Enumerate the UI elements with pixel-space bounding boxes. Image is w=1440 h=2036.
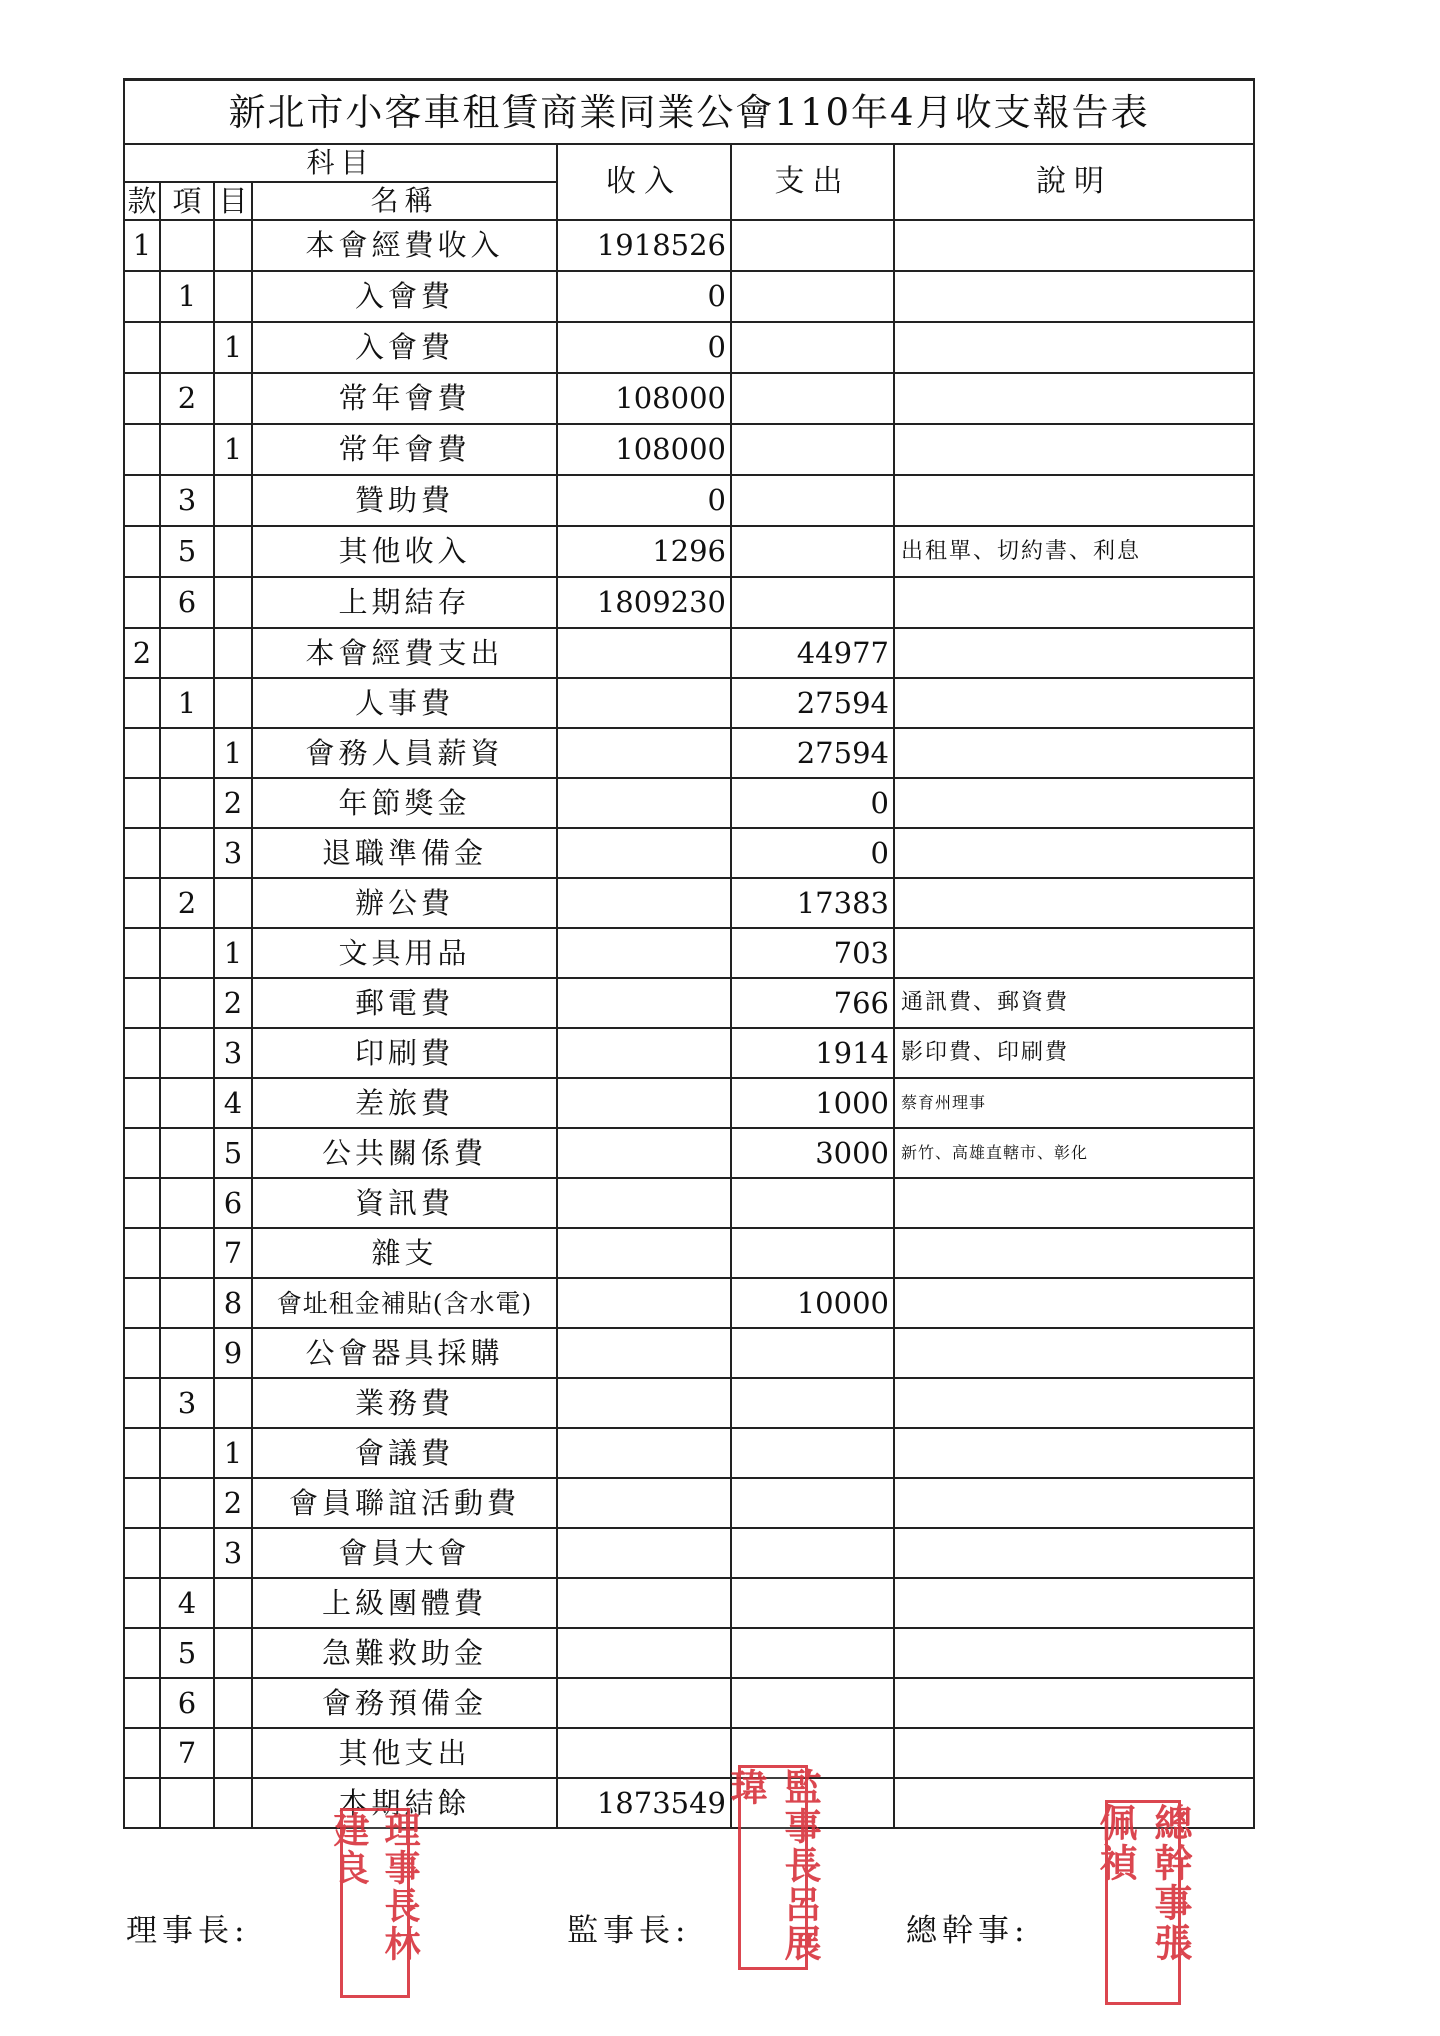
expense-cell (731, 424, 894, 475)
table-row (124, 1278, 1254, 1328)
expense-cell: 3000 (731, 1128, 894, 1178)
table-row (124, 424, 1254, 475)
mu-cell: 3 (214, 1028, 252, 1078)
note-cell (894, 1478, 1254, 1528)
income-cell: 0 (557, 322, 731, 373)
kuan-header: 款 (124, 182, 160, 220)
name-cell: 本會經費支出 (252, 628, 557, 678)
xiang-cell (160, 1478, 214, 1528)
mu-cell: 2 (214, 1478, 252, 1528)
table-row (124, 1028, 1254, 1078)
note-cell (894, 1778, 1254, 1828)
kuan-cell (124, 322, 160, 373)
mu-cell (214, 1678, 252, 1728)
income-cell: 1296 (557, 526, 731, 577)
xiang-cell (160, 1078, 214, 1128)
name-cell: 入會費 (252, 322, 557, 373)
xiang-cell: 3 (160, 1378, 214, 1428)
kuan-cell (124, 1678, 160, 1728)
xiang-cell (160, 928, 214, 978)
name-cell: 業務費 (252, 1378, 557, 1428)
name-cell: 郵電費 (252, 978, 557, 1028)
income-cell (557, 1578, 731, 1628)
xiang-cell (160, 220, 214, 271)
expense-cell: 17383 (731, 878, 894, 928)
income-cell (557, 1228, 731, 1278)
name-header: 名稱 (252, 182, 557, 220)
xiang-cell (160, 1778, 214, 1828)
name-cell: 辦公費 (252, 878, 557, 928)
name-cell: 雜支 (252, 1228, 557, 1278)
expense-cell: 1000 (731, 1078, 894, 1128)
expense-cell (731, 1428, 894, 1478)
kuan-cell (124, 1378, 160, 1428)
kuan-cell (124, 1428, 160, 1478)
note-cell (894, 1178, 1254, 1228)
kuan-cell (124, 1778, 160, 1828)
table-row (124, 322, 1254, 373)
income-cell (557, 1478, 731, 1528)
expense-cell (731, 475, 894, 526)
kuan-cell (124, 1078, 160, 1128)
note-cell: 出租單、切約書、利息 (894, 526, 1254, 577)
mu-cell (214, 220, 252, 271)
note-cell: 新竹、高雄直轄市、彰化 (894, 1128, 1254, 1178)
xiang-header: 項 (160, 182, 214, 220)
note-cell (894, 878, 1254, 928)
xiang-cell (160, 778, 214, 828)
income-cell (557, 828, 731, 878)
note-cell (894, 1628, 1254, 1678)
xiang-cell: 7 (160, 1728, 214, 1778)
secretary-seal-text: 總幹事張佩禎 (1093, 1803, 1193, 1963)
table-row (124, 1178, 1254, 1228)
expense-cell (731, 526, 894, 577)
note-cell (894, 728, 1254, 778)
note-cell (894, 1228, 1254, 1278)
expense-cell: 0 (731, 828, 894, 878)
name-cell: 會員聯誼活動費 (252, 1478, 557, 1528)
income-cell (557, 678, 731, 728)
note-cell (894, 577, 1254, 628)
expense-cell (731, 1678, 894, 1728)
income-cell (557, 1728, 731, 1778)
table-row (124, 1328, 1254, 1378)
table-row (124, 1678, 1254, 1728)
expense-cell: 27594 (731, 678, 894, 728)
mu-cell (214, 628, 252, 678)
table-row (124, 828, 1254, 878)
table-row (124, 1128, 1254, 1178)
expense-cell: 703 (731, 928, 894, 978)
xiang-cell (160, 1228, 214, 1278)
xiang-cell (160, 828, 214, 878)
table-row (124, 577, 1254, 628)
mu-cell: 8 (214, 1278, 252, 1328)
name-cell: 入會費 (252, 271, 557, 322)
table-row (124, 728, 1254, 778)
report-sheet (123, 78, 1253, 1830)
xiang-cell: 6 (160, 1678, 214, 1728)
note-cell (894, 1728, 1254, 1778)
kuan-cell (124, 1728, 160, 1778)
expense-cell (731, 1628, 894, 1678)
note-cell: 影印費、印刷費 (894, 1028, 1254, 1078)
xiang-cell (160, 1328, 214, 1378)
income-cell (557, 1128, 731, 1178)
income-cell (557, 1278, 731, 1328)
kuan-cell (124, 1128, 160, 1178)
mu-header: 目 (214, 182, 252, 220)
xiang-cell (160, 1278, 214, 1328)
kuan-cell (124, 978, 160, 1028)
name-cell: 會址租金補貼(含水電) (252, 1278, 557, 1328)
expense-cell (731, 1378, 894, 1428)
income-cell: 1873549 (557, 1778, 731, 1828)
income-cell (557, 1428, 731, 1478)
kuan-cell: 2 (124, 628, 160, 678)
kuan-cell (124, 1228, 160, 1278)
expense-cell (731, 322, 894, 373)
kuan-cell (124, 1028, 160, 1078)
mu-cell: 1 (214, 928, 252, 978)
kuan-cell (124, 271, 160, 322)
name-cell: 差旅費 (252, 1078, 557, 1128)
table-row (124, 1528, 1254, 1578)
name-cell: 資訊費 (252, 1178, 557, 1228)
kuan-cell (124, 828, 160, 878)
mu-cell (214, 1628, 252, 1678)
note-cell (894, 1328, 1254, 1378)
table-row (124, 678, 1254, 728)
mu-cell: 7 (214, 1228, 252, 1278)
expense-cell: 1914 (731, 1028, 894, 1078)
xiang-cell: 5 (160, 1628, 214, 1678)
table-row (124, 271, 1254, 322)
name-cell: 其他支出 (252, 1728, 557, 1778)
mu-cell (214, 678, 252, 728)
report-title: 新北市小客車租賃商業同業公會110年4月收支報告表 (124, 80, 1254, 145)
name-cell: 印刷費 (252, 1028, 557, 1078)
expense-cell (731, 271, 894, 322)
kuan-cell: 1 (124, 220, 160, 271)
name-cell: 常年會費 (252, 373, 557, 424)
supervisor-seal-text: 監事長呂展瑋 (724, 1768, 822, 1963)
kuan-cell (124, 475, 160, 526)
xiang-cell (160, 1428, 214, 1478)
income-cell (557, 628, 731, 678)
income-cell (557, 1678, 731, 1728)
kuan-cell (124, 1578, 160, 1628)
expense-cell: 27594 (731, 728, 894, 778)
kuan-cell (124, 373, 160, 424)
note-cell (894, 678, 1254, 728)
note-cell (894, 828, 1254, 878)
expense-header: 支出 (731, 144, 894, 220)
kuan-cell (124, 878, 160, 928)
kuan-cell (124, 1278, 160, 1328)
kuan-cell (124, 1628, 160, 1678)
note-cell (894, 1578, 1254, 1628)
kuan-cell (124, 1528, 160, 1578)
table-row (124, 778, 1254, 828)
note-cell (894, 424, 1254, 475)
mu-cell: 2 (214, 778, 252, 828)
mu-cell: 1 (214, 424, 252, 475)
note-cell (894, 778, 1254, 828)
table-row (124, 1428, 1254, 1478)
table-row (124, 978, 1254, 1028)
xiang-cell: 5 (160, 526, 214, 577)
xiang-cell (160, 1128, 214, 1178)
income-cell (557, 1178, 731, 1228)
supervisor-label: 監事長: (567, 1913, 691, 1949)
mu-cell (214, 373, 252, 424)
expense-cell (731, 1528, 894, 1578)
expense-cell (731, 373, 894, 424)
kuan-cell (124, 778, 160, 828)
note-cell (894, 271, 1254, 322)
name-cell: 本會經費收入 (252, 220, 557, 271)
expense-cell (731, 1228, 894, 1278)
xiang-cell: 1 (160, 271, 214, 322)
name-cell: 贊助費 (252, 475, 557, 526)
chairman-seal (328, 1808, 421, 1998)
note-cell (894, 628, 1254, 678)
income-cell: 0 (557, 475, 731, 526)
xiang-cell: 2 (160, 878, 214, 928)
mu-cell (214, 475, 252, 526)
table-row (124, 475, 1254, 526)
income-cell (557, 928, 731, 978)
income-cell: 1918526 (557, 220, 731, 271)
kuan-cell (124, 1478, 160, 1528)
income-cell: 0 (557, 271, 731, 322)
note-cell: 蔡育州理事 (894, 1078, 1254, 1128)
table-row (124, 1728, 1254, 1778)
income-cell (557, 1378, 731, 1428)
note-cell: 通訊費、郵資費 (894, 978, 1254, 1028)
name-cell: 公共關係費 (252, 1128, 557, 1178)
mu-cell (214, 1728, 252, 1778)
table-row (124, 220, 1254, 271)
income-cell (557, 1078, 731, 1128)
mu-cell: 1 (214, 728, 252, 778)
xiang-cell (160, 424, 214, 475)
kuan-cell (124, 1328, 160, 1378)
table-row (124, 1778, 1254, 1828)
mu-cell (214, 878, 252, 928)
table-row (124, 1578, 1254, 1628)
expense-cell (731, 577, 894, 628)
expense-cell (731, 1328, 894, 1378)
kuan-cell (124, 728, 160, 778)
secretary-label: 總幹事: (906, 1913, 1030, 1949)
table-row (124, 373, 1254, 424)
title-row (124, 80, 1254, 145)
income-cell (557, 1528, 731, 1578)
mu-cell: 1 (214, 322, 252, 373)
table-row (124, 878, 1254, 928)
income-cell (557, 1628, 731, 1678)
mu-cell: 3 (214, 1528, 252, 1578)
mu-cell: 6 (214, 1178, 252, 1228)
income-cell: 108000 (557, 424, 731, 475)
income-cell (557, 1328, 731, 1378)
kuan-cell (124, 928, 160, 978)
xiang-cell (160, 628, 214, 678)
note-header: 說明 (894, 144, 1254, 220)
name-cell: 上期結存 (252, 577, 557, 628)
name-cell: 年節獎金 (252, 778, 557, 828)
expense-cell: 0 (731, 778, 894, 828)
xiang-cell: 1 (160, 678, 214, 728)
note-cell (894, 1678, 1254, 1728)
kuan-cell (124, 424, 160, 475)
table-row (124, 1478, 1254, 1528)
kuan-cell (124, 577, 160, 628)
name-cell: 會務人員薪資 (252, 728, 557, 778)
supervisor-seal (724, 1765, 822, 1970)
note-cell (894, 322, 1254, 373)
xiang-cell: 3 (160, 475, 214, 526)
xiang-cell (160, 728, 214, 778)
expense-cell (731, 1178, 894, 1228)
mu-cell (214, 271, 252, 322)
mu-cell: 1 (214, 1428, 252, 1478)
mu-cell (214, 1778, 252, 1828)
note-cell (894, 1378, 1254, 1428)
name-cell: 會議費 (252, 1428, 557, 1478)
mu-cell: 9 (214, 1328, 252, 1378)
expense-cell (731, 1478, 894, 1528)
name-cell: 本期結餘 (252, 1778, 557, 1828)
income-cell (557, 878, 731, 928)
note-cell (894, 220, 1254, 271)
name-cell: 會員大會 (252, 1528, 557, 1578)
kuan-cell (124, 526, 160, 577)
header-row-1 (124, 144, 1254, 182)
xiang-cell (160, 1028, 214, 1078)
chairman-seal-text: 理事長林建良 (328, 1811, 421, 1963)
expense-cell (731, 1578, 894, 1628)
name-cell: 退職準備金 (252, 828, 557, 878)
income-expense-table (123, 78, 1255, 1829)
xiang-cell: 2 (160, 373, 214, 424)
name-cell: 上級團體費 (252, 1578, 557, 1628)
expense-cell: 44977 (731, 628, 894, 678)
table-row (124, 1078, 1254, 1128)
name-cell: 人事費 (252, 678, 557, 728)
income-cell: 1809230 (557, 577, 731, 628)
subject-header: 科目 (124, 144, 557, 182)
income-cell (557, 728, 731, 778)
name-cell: 公會器具採購 (252, 1328, 557, 1378)
income-cell (557, 778, 731, 828)
mu-cell (214, 526, 252, 577)
table-row (124, 928, 1254, 978)
income-cell (557, 978, 731, 1028)
expense-cell (731, 220, 894, 271)
table-row (124, 628, 1254, 678)
name-cell: 其他收入 (252, 526, 557, 577)
mu-cell: 2 (214, 978, 252, 1028)
mu-cell (214, 1578, 252, 1628)
expense-cell: 10000 (731, 1278, 894, 1328)
note-cell (894, 373, 1254, 424)
xiang-cell: 4 (160, 1578, 214, 1628)
mu-cell (214, 577, 252, 628)
name-cell: 會務預備金 (252, 1678, 557, 1728)
mu-cell: 4 (214, 1078, 252, 1128)
kuan-cell (124, 678, 160, 728)
note-cell (894, 928, 1254, 978)
table-row (124, 526, 1254, 577)
name-cell: 急難救助金 (252, 1628, 557, 1678)
secretary-seal (1093, 1800, 1193, 2005)
income-header: 收入 (557, 144, 731, 220)
note-cell (894, 1278, 1254, 1328)
mu-cell: 5 (214, 1128, 252, 1178)
name-cell: 常年會費 (252, 424, 557, 475)
xiang-cell (160, 978, 214, 1028)
table-row (124, 1628, 1254, 1678)
table-row (124, 1378, 1254, 1428)
xiang-cell (160, 1528, 214, 1578)
name-cell: 文具用品 (252, 928, 557, 978)
note-cell (894, 1528, 1254, 1578)
xiang-cell: 6 (160, 577, 214, 628)
income-cell (557, 1028, 731, 1078)
expense-cell: 766 (731, 978, 894, 1028)
xiang-cell (160, 1178, 214, 1228)
chairman-label: 理事長: (126, 1913, 250, 1949)
income-cell: 108000 (557, 373, 731, 424)
table-row (124, 1228, 1254, 1278)
mu-cell: 3 (214, 828, 252, 878)
xiang-cell (160, 322, 214, 373)
kuan-cell (124, 1178, 160, 1228)
mu-cell (214, 1378, 252, 1428)
note-cell (894, 475, 1254, 526)
note-cell (894, 1428, 1254, 1478)
